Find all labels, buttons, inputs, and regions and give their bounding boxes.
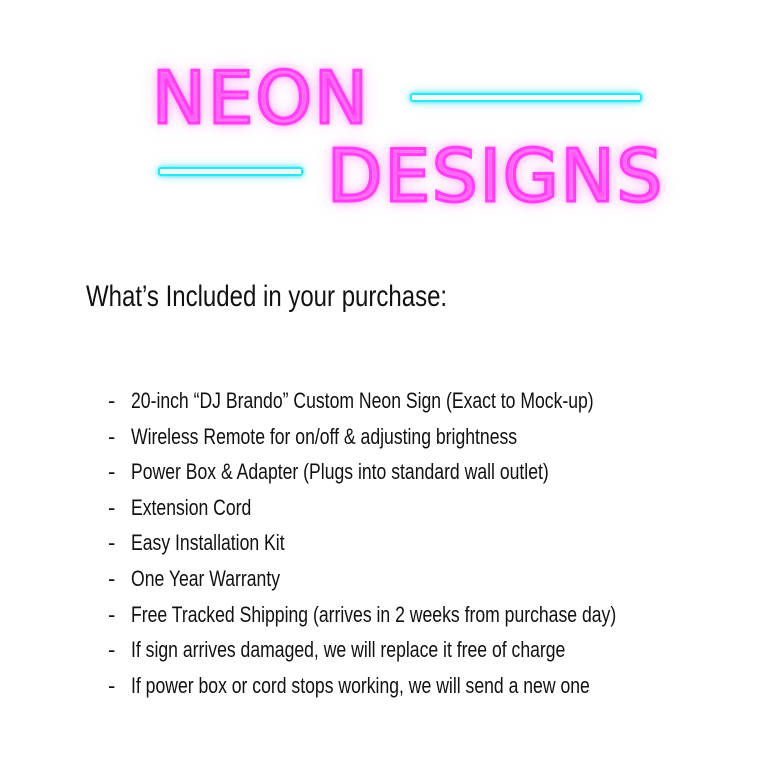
- bullet-dash: -: [108, 388, 116, 413]
- section-heading: What’s Included in your purchase:: [86, 280, 448, 313]
- list-item: [108, 561, 737, 597]
- list-item-text: Extension Cord: [131, 494, 252, 520]
- bullet-dash: -: [108, 494, 116, 520]
- logo-word-designs: DESIGNS: [327, 134, 665, 218]
- list-item: [108, 597, 737, 633]
- list-item-text: Easy Installation Kit: [131, 530, 285, 556]
- neon-tube-line-bottom: [158, 167, 303, 176]
- bullet-dash: -: [108, 637, 116, 663]
- list-item: [108, 632, 737, 668]
- bullet-dash: -: [108, 565, 116, 591]
- list-item: [108, 668, 737, 704]
- list-item-text: One Year Warranty: [131, 565, 281, 591]
- list-item-text: If power box or cord stops working, we will send a new one: [131, 672, 590, 698]
- list-item: [108, 525, 737, 561]
- bullet-dash: -: [108, 459, 116, 485]
- logo-word-neon: NEON: [152, 56, 370, 140]
- bullet-dash: -: [108, 530, 116, 556]
- list-item: [108, 454, 737, 490]
- bullet-dash: -: [108, 672, 116, 698]
- list-item-text: If sign arrives damaged, we will replace it free of charge: [131, 637, 566, 663]
- list-item: [108, 383, 737, 419]
- neon-tube-line-top: [410, 93, 642, 102]
- list-item-text: 20-inch “DJ Brando” Custom Neon Sign (Exact to Mock-up): [131, 388, 594, 413]
- bullet-dash: -: [108, 601, 116, 627]
- list-item-text: Free Tracked Shipping (arrives in 2 weeks from purchase day): [131, 601, 617, 627]
- included-items-list: [108, 383, 737, 703]
- bullet-dash: -: [108, 423, 116, 449]
- list-item-text: Power Box & Adapter (Plugs into standard wall outlet): [131, 459, 549, 485]
- list-item: [108, 419, 737, 455]
- list-item: [108, 490, 737, 526]
- list-item-text: Wireless Remote for on/off & adjusting brightness: [131, 423, 518, 449]
